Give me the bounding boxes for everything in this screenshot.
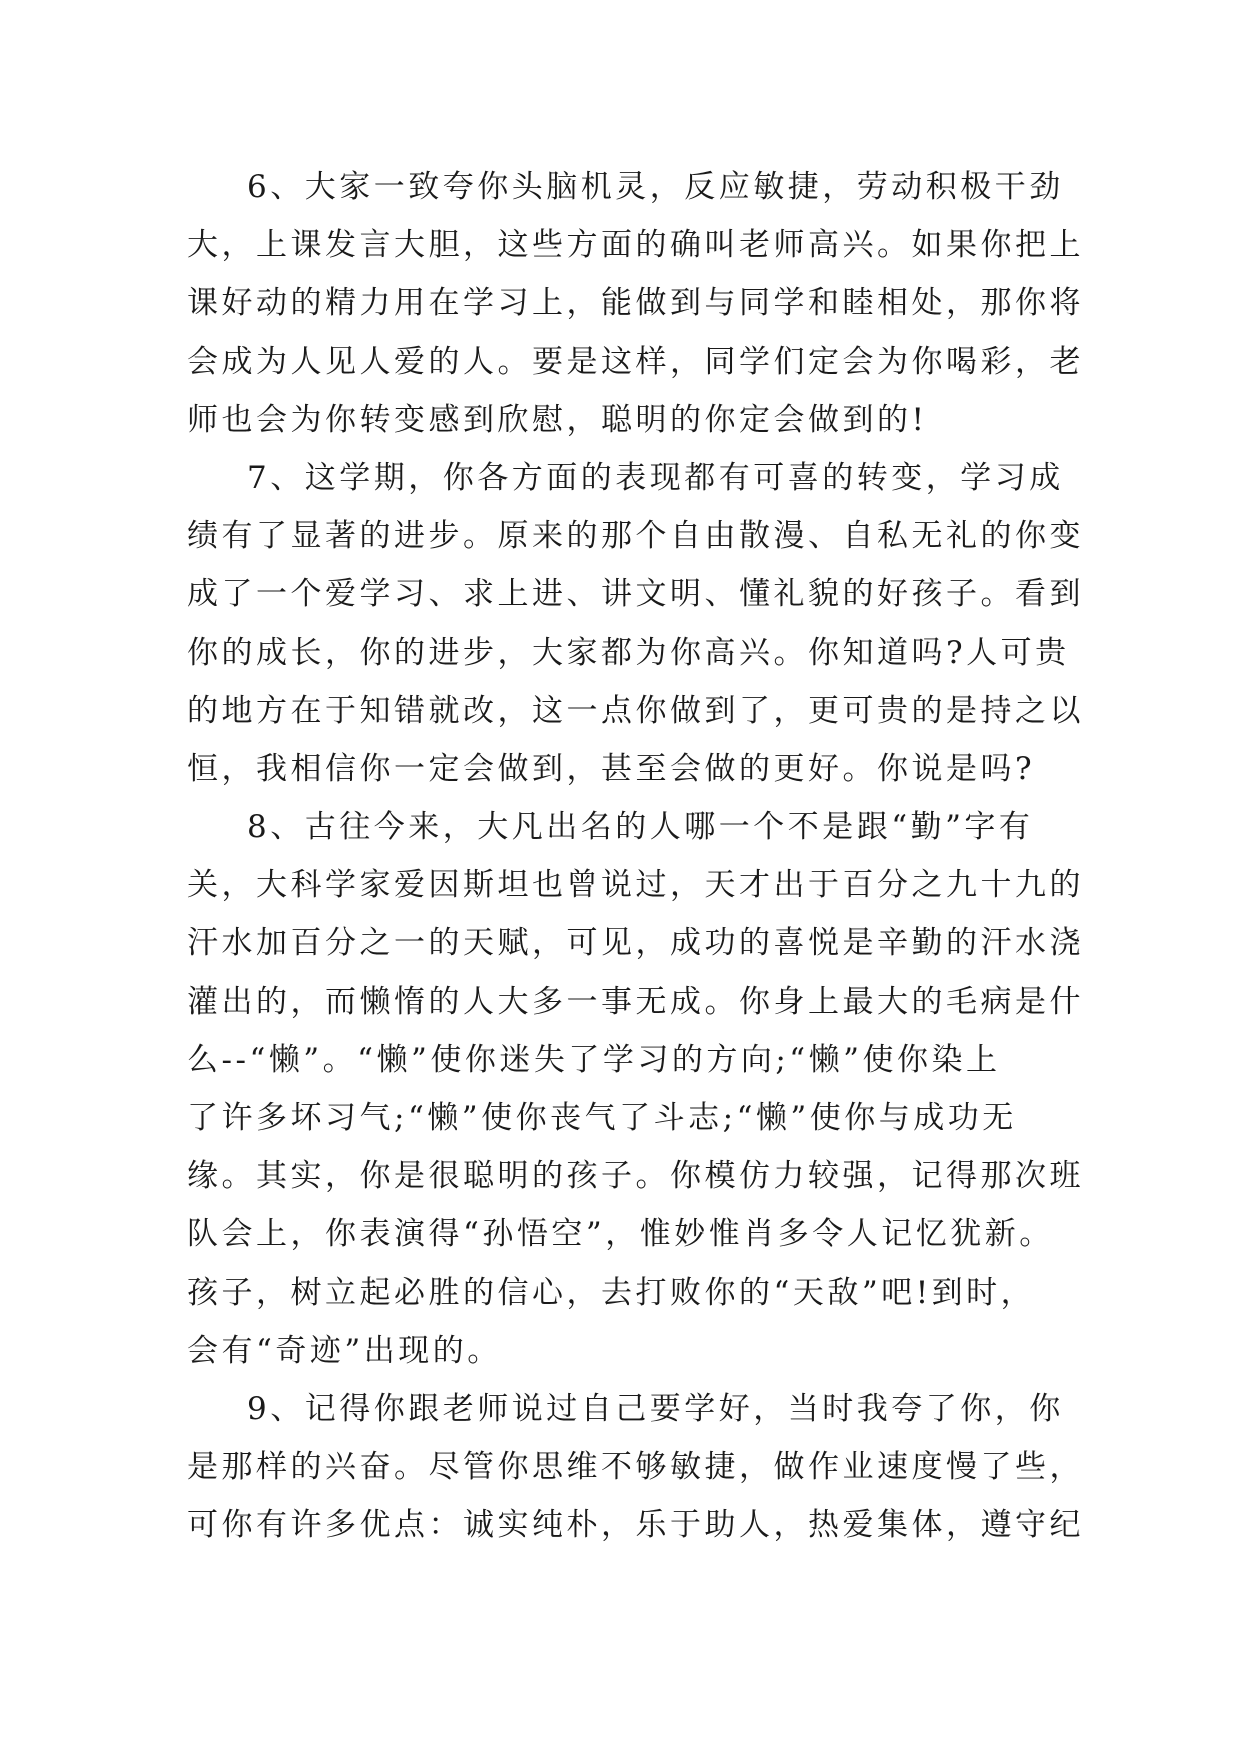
text-line: 可你有许多优点：诚实纯朴，乐于助人，热爱集体，遵守纪 [187,1507,1084,1544]
text-line: 9、记得你跟老师说过自己要学好，当时我夸了你，你 [247,1390,1064,1427]
paragraph-6 [187,158,1084,449]
text-line: 是那样的兴奋。尽管你思维不够敏捷，做作业速度慢了些， [187,1449,1084,1486]
paragraph-7 [187,449,1084,798]
text-line: 你的成长，你的进步，大家都为你高兴。你知道吗?人可贵 [187,634,1070,671]
text-line: 的地方在于知错就改，这一点你做到了，更可贵的是持之以 [187,692,1084,729]
paragraph-8 [187,798,1084,1380]
text-line: 会成为人见人爱的人。要是这样，同学们定会为你喝彩，老 [187,343,1084,380]
text-line: 师也会为你转变感到欣慰，聪明的你定会做到的! [187,401,928,438]
text-line: 么--“懒”。“懒”使你迷失了学习的方向;“懒”使你染上 [187,1041,1001,1078]
text-line: 大，上课发言大胆，这些方面的确叫老师高兴。如果你把上 [187,227,1084,264]
text-line: 缘。其实，你是很聪明的孩子。你模仿力较强，记得那次班 [187,1158,1084,1195]
text-line: 汗水加百分之一的天赋，可见，成功的喜悦是辛勤的汗水浇 [187,925,1084,962]
text-line: 6、大家一致夸你头脑机灵，反应敏捷，劳动积极干劲 [247,169,1064,205]
text-line: 成了一个爱学习、求上进、讲文明、懂礼貌的好孩子。看到 [187,576,1084,613]
text-line: 7、这学期，你各方面的表现都有可喜的转变，学习成 [247,459,1064,496]
text-line: 8、古往今来，大凡出名的人哪一个不是跟“勤”字有 [247,809,1034,846]
text-line: 孩子，树立起必胜的信心，去打败你的“天敌”吧!到时， [187,1274,1036,1311]
text-line: 队会上，你表演得“孙悟空”，惟妙惟肖多令人记忆犹新。 [187,1216,1054,1253]
text-line: 绩有了显著的进步。原来的那个自由散漫、自私无礼的你变 [187,518,1084,555]
text-line: 恒，我相信你一定会做到，甚至会做的更好。你说是吗? [187,750,1036,787]
text-line: 关，大科学家爱因斯坦也曾说过，天才出于百分之九十九的 [187,867,1084,904]
document-body [187,158,1084,1555]
paragraph-9 [187,1380,1084,1555]
text-line: 会有“奇迹”出现的。 [187,1332,502,1369]
text-line: 了许多坏习气;“懒”使你丧气了斗志;“懒”使你与成功无 [187,1100,1017,1136]
text-line: 灌出的，而懒惰的人大多一事无成。你身上最大的毛病是什 [187,983,1084,1020]
text-line: 课好动的精力用在学习上，能做到与同学和睦相处，那你将 [187,285,1084,322]
